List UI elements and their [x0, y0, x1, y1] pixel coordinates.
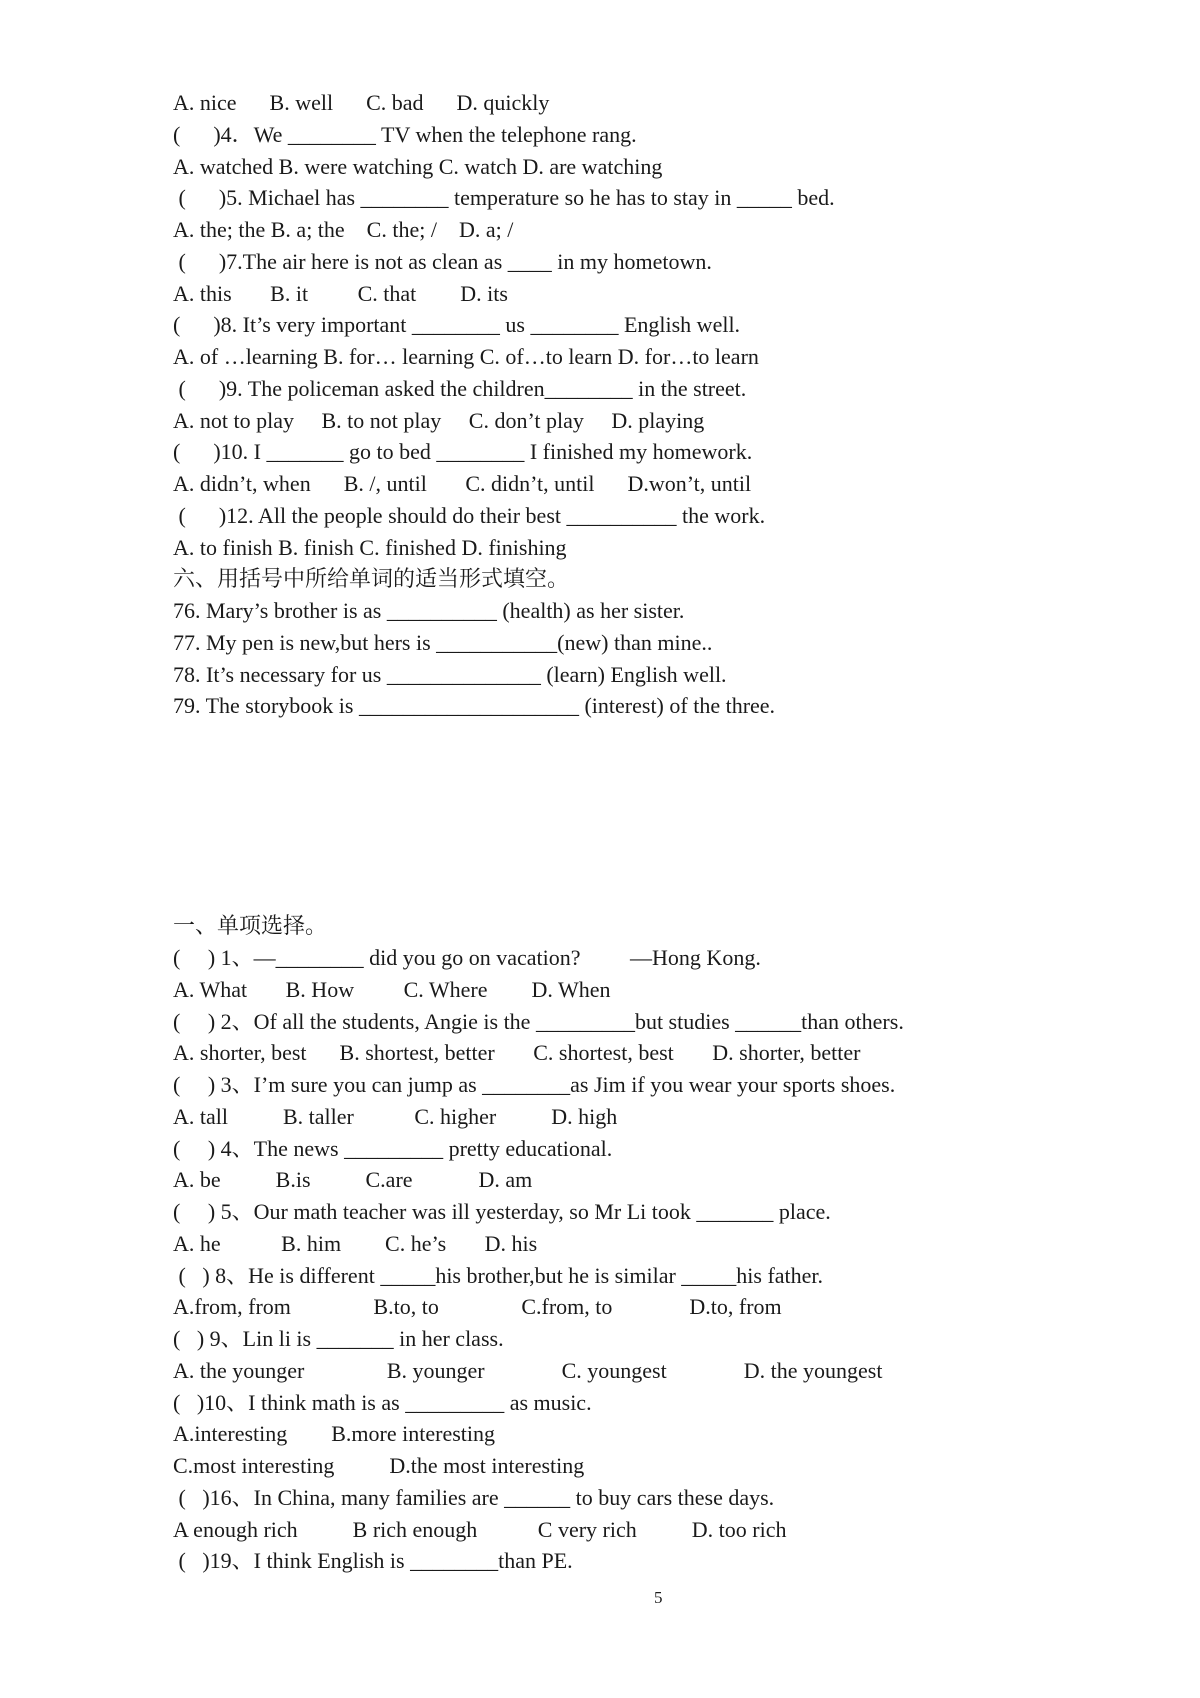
text-line: A. shorter, best B. shortest, better C. shortest, best D. shorter, better: [173, 1040, 861, 1065]
text-line: A. of …learning B. for… learning C. of…to learn D. for…to learn: [173, 344, 759, 369]
text-line: A. nice B. well C. bad D. quickly: [173, 90, 550, 115]
text-line: A. he B. him C. he’s D. his: [173, 1231, 538, 1256]
text-line: ( )10. I _______ go to bed ________ I finished my homework.: [173, 439, 753, 464]
text-line: ( ) 8、He is different _____his brother,but he is similar _____his father.: [173, 1263, 824, 1288]
text-line: ( ) 1、—________ did you go on vacation? —Hong Kong.: [173, 945, 761, 970]
text-line: A. to finish B. finish C. finished D. finishing: [173, 535, 567, 560]
text-line: ( ) 9、Lin li is _______ in her class.: [173, 1326, 504, 1351]
text-line: ( )10、I think math is as _________ as music.: [173, 1390, 592, 1415]
text-line: ( ) 3、I’m sure you can jump as ________as Jim if you wear your sports shoes.: [173, 1072, 896, 1097]
text-line: A enough rich B rich enough C very rich D. too rich: [173, 1517, 787, 1542]
page-number: 5: [654, 1588, 663, 1607]
text-line: A. the younger B. younger C. youngest D. the youngest: [173, 1358, 883, 1383]
section-heading: 六、用括号中所给单词的适当形式填空。: [173, 566, 570, 591]
text-line: A. this B. it C. that D. its: [173, 281, 508, 306]
text-line: ( )5. Michael has ________ temperature so he has to stay in _____ bed.: [173, 185, 835, 210]
text-line: ( )16、In China, many families are ______ to buy cars these days.: [173, 1485, 775, 1510]
text-line: A.from, from B.to, to C.from, to D.to, from: [173, 1294, 782, 1319]
text-line: ( ) 4、The news _________ pretty educational.: [173, 1136, 613, 1161]
text-line: 77. My pen is new,but hers is ___________(new) than mine..: [173, 630, 713, 655]
text-line: ( )9. The policeman asked the children________ in the street.: [173, 376, 747, 401]
text-line: ( )7.The air here is not as clean as ____ in my hometown.: [173, 249, 712, 274]
text-line: 78. It’s necessary for us ______________ (learn) English well.: [173, 662, 727, 687]
text-line: C.most interesting D.the most interesting: [173, 1453, 585, 1478]
text-line: ( ) 5、Our math teacher was ill yesterday, so Mr Li took _______ place.: [173, 1199, 831, 1224]
text-line: 79. The storybook is ____________________ (interest) of the three.: [173, 693, 776, 718]
section-heading: 一、单项选择。: [173, 913, 328, 938]
text-line: ( )8. It’s very important ________ us ________ English well.: [173, 312, 741, 337]
text-line: A. not to play B. to not play C. don’t play D. playing: [173, 408, 705, 433]
text-line: A. the; the B. a; the C. the; / D. a; /: [173, 217, 514, 242]
text-line: ( )4．We ________ TV when the telephone rang.: [173, 122, 637, 147]
text-line: A. tall B. taller C. higher D. high: [173, 1104, 618, 1129]
text-line: A. What B. How C. Where D. When: [173, 977, 611, 1002]
text-line: A. be B.is C.are D. am: [173, 1167, 533, 1192]
text-line: ( )12. All the people should do their best __________ the work.: [173, 503, 766, 528]
text-line: A. watched B. were watching C. watch D. are watching: [173, 154, 663, 179]
text-line: A.interesting B.more interesting: [173, 1421, 495, 1446]
text-line: ( ) 2、Of all the students, Angie is the _________but studies ______than others.: [173, 1009, 904, 1034]
text-line: ( )19、I think English is ________than PE.: [173, 1548, 573, 1573]
text-line: 76. Mary’s brother is as __________ (health) as her sister.: [173, 598, 685, 623]
text-line: A. didn’t, when B. /, until C. didn’t, until D.won’t, until: [173, 471, 752, 496]
